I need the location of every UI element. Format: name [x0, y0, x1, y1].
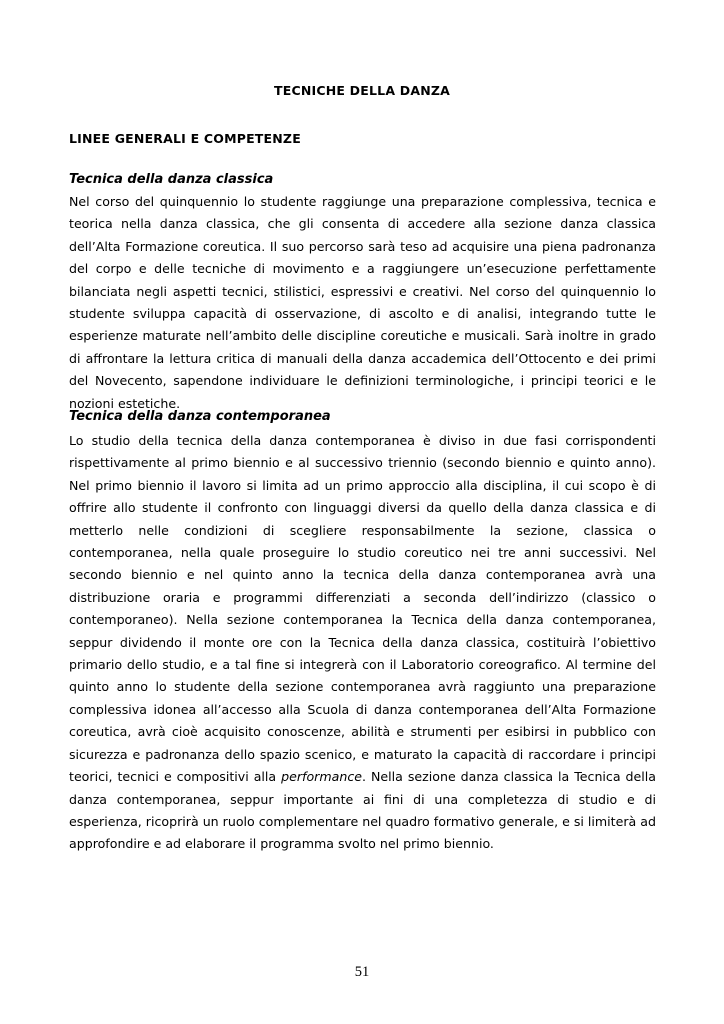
subheading-danza-contemporanea: Tecnica della danza contemporanea — [69, 409, 331, 424]
paragraph-text-part-2: . Nella sezione danza classica la Tecnica della danza contemporanea, seppur importante ai fini di una completezza di studio e di esperienza, ricoprirà un ruolo complementare nel quadro formativo generale, e si limiterà ad approfondire e ad elaborare il programma svolto nel primo biennio. — [69, 769, 656, 852]
document-title: TECNICHE DELLA DANZA — [274, 83, 450, 98]
emphasis-performance: performance — [281, 769, 362, 785]
section-heading: LINEE GENERALI E COMPETENZE — [69, 131, 301, 146]
paragraph-text-part-1: Lo studio della tecnica della danza contemporanea è diviso in due fasi corrispondenti rispettivamente al primo biennio e al successivo triennio (secondo biennio e quinto anno). Nel primo biennio il lavoro si limita ad un primo approccio alla disciplina, il cui scopo è di offrire allo studente il confronto con linguaggi diversi da quello della danza classica e di metterlo nelle condizioni di scegliere responsabilmente la sezione, classica o contemporanea, nella quale proseguire lo studio coreutico nei tre anni successivi. Nel secondo biennio e nel quinto anno la tecnica della danza contemporanea avrà una distribuzione oraria e programmi differenziati a seconda dell’indirizzo (classico o contemporaneo). Nella sezione contemporanea la Tecnica della danza contemporanea, seppur dividendo il monte ore con la Tecnica della danza classica, costituirà l’obiettivo primario dello studio, e a tal fine si integrerà con il Laboratorio coreografico. Al termine del quinto anno lo studente della sezione contemporanea avrà raggiunto una preparazione complessiva idonea all’accesso alla Scuola di danza contemporanea dell’Alta Formazione coreutica, avrà cioè acquisito conoscenze, abilità e strumenti per esibirsi in pubblico con sicurezza e padronanza dello spazio scenico, e maturato la capacità di raccordare i principi teorici, tecnici e compositivi alla — [69, 433, 656, 785]
paragraph-danza-contemporanea — [69, 430, 656, 856]
page-number: 51 — [354, 964, 370, 980]
subheading-danza-classica: Tecnica della danza classica — [69, 172, 274, 187]
paragraph-danza-classica: Nel corso del quinquennio lo studente raggiunge una preparazione complessiva, tecnica e teorica nella danza classica, che gli consenta di accedere alla sezione danza classica dell’Alta Formazione coreutica. Il suo percorso sarà teso ad acquisire una piena padronanza del corpo e delle tecniche di movimento e a raggiungere un’esecuzione perfettamente bilanciata negli aspetti tecnici, stilistici, espressivi e creativi. Nel corso del quinquennio lo studente sviluppa capacità di osservazione, di ascolto e di analisi, integrando tutte le esperienze maturate nell’ambito delle discipline coreutiche e musicali. Sarà inoltre in grado di affrontare la lettura critica di manuali della danza accademica dell’Ottocento e dei primi del Novecento, sapendone individuare le definizioni terminologiche, i principi teorici e le nozioni estetiche. — [69, 194, 656, 411]
